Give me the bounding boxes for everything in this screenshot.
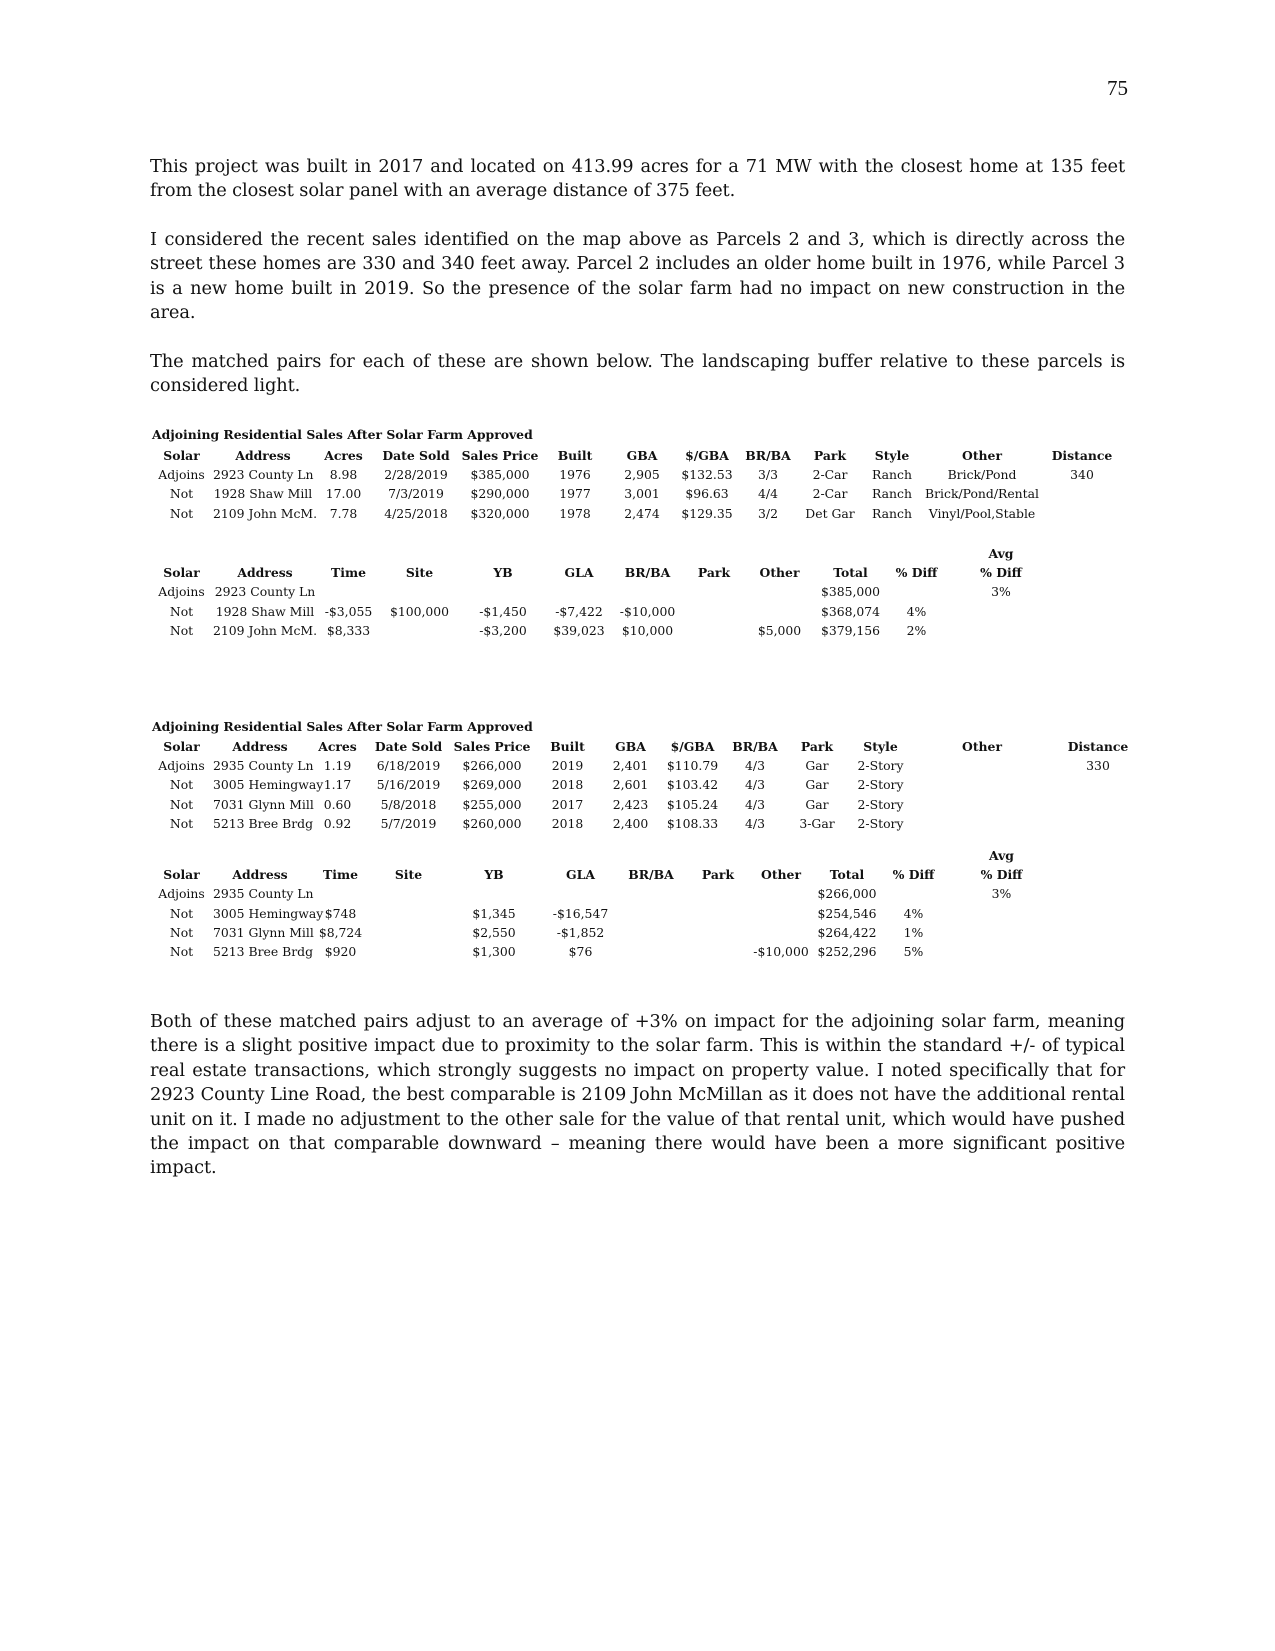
table-cell: 3005 Hemingway bbox=[213, 905, 324, 921]
table-cell: 3/2 bbox=[758, 505, 778, 521]
table-cell: -$16,547 bbox=[552, 905, 609, 921]
column-header: Address bbox=[237, 565, 293, 581]
table-cell: 1928 Shaw Mill bbox=[213, 486, 313, 502]
table-cell: Gar bbox=[805, 777, 829, 793]
table-cell: $8,333 bbox=[326, 622, 371, 638]
column-header: Other bbox=[962, 448, 1002, 463]
table-cell bbox=[616, 923, 686, 942]
table-cell: $2,550 bbox=[472, 924, 516, 940]
table-cell bbox=[616, 884, 686, 903]
table-cell: 6/18/2019 bbox=[376, 758, 441, 774]
table-cell-empty bbox=[684, 544, 744, 563]
table-cell bbox=[317, 582, 380, 601]
table-cell: $290,000 bbox=[470, 486, 530, 502]
table-cell: 1977 bbox=[559, 486, 591, 502]
table-cell: 2-Car bbox=[812, 467, 848, 483]
table-cell bbox=[374, 884, 443, 903]
table-cell bbox=[1051, 795, 1145, 814]
table-cell-empty bbox=[886, 544, 947, 563]
column-header: Total bbox=[829, 867, 865, 883]
table-cell: $748 bbox=[324, 905, 357, 921]
table-cell bbox=[443, 884, 545, 903]
table-cell bbox=[307, 884, 374, 903]
table-cell: 1976 bbox=[559, 467, 591, 483]
table-cell: 340 bbox=[1070, 467, 1094, 483]
column-header: Other bbox=[759, 565, 800, 581]
table-cell bbox=[686, 884, 750, 903]
table-row bbox=[150, 602, 1055, 621]
table-cell-empty bbox=[150, 846, 213, 865]
table-cell: $100,000 bbox=[389, 603, 450, 619]
table-cell: 2-Story bbox=[857, 815, 904, 831]
table-cell: 2018 bbox=[551, 777, 584, 793]
table-cell: 4/3 bbox=[745, 777, 765, 793]
column-header: GBA bbox=[626, 448, 658, 463]
paragraph-conclusion: Both of these matched pairs adjust to an average of +3% on impact for the adjoining solar farm, meaning there is a slight positive impact due to proximity to the solar farm. This is within the standard +/- of typical real estate transactions, which strongly suggests no impact on property value. I noted specifically that for 2923 County Line Road, the best comparable is 2109 John McMillan as it does not have the additional rental unit on it. I made no adjustment to the other sale for the value of that rental unit, which would have pushed the impact on that comparable downward – meaning there would have been a more significant positive impact. bbox=[150, 1011, 1125, 1179]
table-cell: 8.98 bbox=[329, 467, 358, 483]
table-cell: 2,423 bbox=[612, 796, 649, 812]
table-cell bbox=[913, 795, 1051, 814]
column-header: Other bbox=[962, 739, 1002, 754]
column-header: Style bbox=[863, 739, 898, 754]
table-cell: $260,000 bbox=[462, 815, 522, 831]
column-header: Address bbox=[232, 867, 288, 883]
table-cell: 4% bbox=[906, 603, 927, 619]
column-header: Built bbox=[550, 739, 585, 754]
table-cell bbox=[945, 923, 1058, 942]
table-cell-empty bbox=[459, 544, 547, 563]
column-header: Solar bbox=[163, 867, 200, 883]
table-cell bbox=[750, 904, 812, 923]
column-header: Solar bbox=[163, 739, 200, 754]
table-cell: $110.79 bbox=[666, 758, 719, 774]
table-cell bbox=[374, 904, 443, 923]
column-header: GLA bbox=[564, 565, 594, 581]
table-cell bbox=[380, 582, 459, 601]
table-cell: 3% bbox=[991, 886, 1012, 902]
table-cell: $266,000 bbox=[817, 886, 877, 902]
column-header: Solar bbox=[163, 448, 200, 463]
table-cell: Ranch bbox=[872, 486, 912, 502]
table-cell-empty bbox=[443, 846, 545, 865]
table-cell: $108.33 bbox=[666, 815, 719, 831]
table-row bbox=[150, 923, 1058, 942]
table-cell: 5/8/2018 bbox=[380, 796, 437, 812]
table-cell bbox=[750, 884, 812, 903]
table-cell: 2018 bbox=[551, 815, 584, 831]
table-cell: 1928 Shaw Mill bbox=[215, 603, 315, 619]
column-header: Sales Price bbox=[461, 448, 539, 463]
column-header: Acres bbox=[324, 448, 363, 463]
column-header: Park bbox=[697, 565, 731, 581]
table-cell: $385,000 bbox=[470, 467, 530, 483]
table-cell: Not bbox=[169, 777, 194, 793]
table-cell-empty bbox=[882, 846, 945, 865]
table-cell-empty bbox=[616, 846, 686, 865]
table-cell: $255,000 bbox=[462, 796, 522, 812]
table-cell: 1.19 bbox=[323, 758, 352, 774]
table-cell-empty bbox=[150, 544, 213, 563]
table-cell bbox=[374, 942, 443, 961]
column-header: Park bbox=[701, 867, 735, 883]
table-cell bbox=[374, 923, 443, 942]
table-row bbox=[150, 795, 1145, 814]
table-cell: 3/3 bbox=[758, 467, 778, 483]
table-cell-empty bbox=[611, 544, 684, 563]
table-cell: 2/28/2019 bbox=[384, 467, 448, 483]
table-cell: 2923 County Ln bbox=[213, 467, 314, 483]
column-header: GBA bbox=[615, 739, 646, 754]
table-row bbox=[150, 582, 1055, 601]
table-cell: $385,000 bbox=[820, 584, 881, 600]
table-row bbox=[150, 756, 1145, 775]
table-cell: Brick/Pond/Rental bbox=[925, 486, 1039, 502]
table-cell: 17.00 bbox=[325, 486, 362, 502]
table-cell: $10,000 bbox=[621, 622, 674, 638]
table-cell: Not bbox=[169, 815, 194, 831]
table-cell bbox=[686, 942, 750, 961]
table-row bbox=[150, 504, 1122, 523]
table-cell bbox=[947, 621, 1055, 640]
table-cell bbox=[945, 904, 1058, 923]
table-cell: 7/3/2019 bbox=[388, 486, 444, 502]
table-cell: $76 bbox=[568, 944, 593, 960]
table-cell: Not bbox=[169, 505, 194, 521]
adjustment-table-2 bbox=[150, 846, 1058, 961]
table-cell-empty bbox=[686, 846, 750, 865]
column-header: Site bbox=[405, 565, 434, 581]
table-cell: 4/25/2018 bbox=[384, 505, 448, 521]
table-cell bbox=[913, 814, 1051, 833]
table-cell: $1,300 bbox=[472, 944, 516, 960]
table-cell: Not bbox=[169, 905, 194, 921]
table-cell: 3-Gar bbox=[799, 815, 835, 831]
table-cell: Not bbox=[169, 796, 194, 812]
table-cell: 1% bbox=[903, 924, 924, 940]
table-cell: Brick/Pond bbox=[947, 467, 1017, 483]
column-header: YB bbox=[493, 565, 513, 581]
table-cell: 4/4 bbox=[758, 486, 778, 502]
table-row bbox=[150, 465, 1122, 484]
table-cell bbox=[1051, 814, 1145, 833]
table-cell bbox=[744, 602, 815, 621]
table-cell: 1.17 bbox=[323, 777, 352, 793]
column-header: Sales Price bbox=[453, 739, 531, 754]
table-cell: 2109 John McM. bbox=[213, 505, 318, 521]
table-cell: $266,000 bbox=[462, 758, 522, 774]
table-cell-empty bbox=[545, 846, 616, 865]
table-header-row bbox=[150, 446, 1122, 465]
table-cell: 2019 bbox=[551, 758, 584, 774]
table-cell: 2-Car bbox=[812, 486, 848, 502]
table-subheader-row bbox=[150, 544, 1055, 563]
table-cell bbox=[459, 582, 547, 601]
table-cell bbox=[684, 582, 744, 601]
adjustment-table-1 bbox=[150, 544, 1055, 640]
table-cell bbox=[913, 756, 1051, 775]
table-cell: 5% bbox=[903, 944, 924, 960]
table-cell: $320,000 bbox=[470, 505, 530, 521]
table-cell: $920 bbox=[324, 944, 357, 960]
column-header: Built bbox=[557, 448, 593, 463]
table-cell: 4/3 bbox=[745, 815, 765, 831]
table-header-row bbox=[150, 563, 1055, 582]
column-header: Distance bbox=[1051, 448, 1113, 463]
paragraph-project-summary: This project was built in 2017 and located on 413.99 acres for a 71 MW with the closest home at 135 feet from the closest solar panel with an average distance of 375 feet. bbox=[150, 156, 1125, 202]
table-cell: Adjoins bbox=[158, 584, 205, 600]
column-header: GLA bbox=[566, 867, 595, 883]
column-header: Time bbox=[331, 565, 366, 581]
table-cell: Not bbox=[169, 486, 194, 502]
table-cell: Adjoins bbox=[158, 886, 205, 902]
table-cell: 5/16/2019 bbox=[376, 777, 441, 793]
table-cell: 2,401 bbox=[612, 758, 649, 774]
table-header-row bbox=[150, 865, 1058, 884]
table-cell bbox=[380, 621, 459, 640]
table-cell: Ranch bbox=[872, 505, 912, 521]
column-header: % Diff bbox=[895, 565, 938, 581]
table-cell: $103.42 bbox=[666, 777, 719, 793]
table-cell-empty bbox=[213, 846, 307, 865]
table-cell-empty bbox=[307, 846, 374, 865]
table-cell: 7.78 bbox=[329, 505, 358, 521]
table-cell bbox=[945, 942, 1058, 961]
table-cell: 2,474 bbox=[624, 505, 660, 521]
column-header: Distance bbox=[1067, 739, 1129, 754]
table-cell bbox=[684, 602, 744, 621]
table-cell: $8,724 bbox=[318, 924, 363, 940]
table-cell: 2,905 bbox=[624, 467, 660, 483]
column-header: BR/BA bbox=[745, 448, 791, 463]
table-cell: -$3,200 bbox=[479, 622, 527, 638]
table-row bbox=[150, 942, 1058, 961]
table-cell: 5213 Bree Brdg bbox=[213, 815, 313, 831]
table-cell: $269,000 bbox=[462, 777, 522, 793]
table-cell: 0.60 bbox=[323, 796, 352, 812]
column-header: Total bbox=[833, 565, 868, 581]
table-cell: $96.63 bbox=[685, 486, 729, 502]
table-cell bbox=[616, 942, 686, 961]
table-cell: Not bbox=[169, 924, 194, 940]
table-row bbox=[150, 884, 1058, 903]
table-cell: 3% bbox=[991, 584, 1011, 600]
table-cell: 5213 Bree Brdg bbox=[213, 944, 313, 960]
table-cell: $254,546 bbox=[817, 905, 877, 921]
table-header-row bbox=[150, 737, 1145, 756]
table-row bbox=[150, 621, 1055, 640]
column-header: Park bbox=[813, 448, 847, 463]
table-subheader-row bbox=[150, 846, 1058, 865]
table-cell: $129.35 bbox=[681, 505, 733, 521]
table-cell: $5,000 bbox=[757, 622, 802, 638]
sales-table-2 bbox=[150, 737, 1145, 833]
table-cell-empty bbox=[213, 544, 317, 563]
table-cell: $264,422 bbox=[817, 924, 877, 940]
table-cell: 2-Story bbox=[857, 796, 904, 812]
table-cell bbox=[913, 775, 1051, 794]
table-cell: -$10,000 bbox=[753, 944, 809, 960]
table-cell: 4/3 bbox=[745, 758, 765, 774]
table-cell: 3005 Hemingway bbox=[213, 777, 324, 793]
column-header: BR/BA bbox=[624, 565, 671, 581]
column-header: BR/BA bbox=[732, 739, 778, 754]
table-cell bbox=[1051, 775, 1145, 794]
table-cell-empty bbox=[380, 544, 459, 563]
table-cell: 4% bbox=[903, 905, 924, 921]
table-cell: 330 bbox=[1086, 758, 1110, 774]
column-header: Time bbox=[323, 867, 358, 883]
table-cell: 0.92 bbox=[323, 815, 352, 831]
column-header: Style bbox=[874, 448, 910, 463]
table-cell: -$1,852 bbox=[556, 924, 605, 940]
table-cell: $379,156 bbox=[820, 622, 881, 638]
column-header: Park bbox=[800, 739, 834, 754]
table-cell: -$7,422 bbox=[555, 603, 603, 619]
table-cell: $105.24 bbox=[666, 796, 719, 812]
table-cell bbox=[545, 884, 616, 903]
table-cell bbox=[684, 621, 744, 640]
column-header: Site bbox=[394, 867, 423, 883]
table-cell-empty bbox=[812, 846, 882, 865]
column-header: % Diff bbox=[980, 867, 1023, 883]
table-cell: $252,296 bbox=[817, 944, 877, 960]
table1-title: Adjoining Residential Sales After Solar Farm Approved bbox=[152, 427, 533, 442]
table-cell bbox=[882, 884, 945, 903]
table-cell: 2109 John McM. bbox=[213, 622, 318, 638]
paragraph-matched-pairs-intro: The matched pairs for each of these are shown below. The landscaping buffer relative to these parcels is considered light. bbox=[150, 351, 1125, 397]
table-cell bbox=[547, 582, 611, 601]
table-cell bbox=[744, 582, 815, 601]
table-cell: 2017 bbox=[551, 796, 584, 812]
table-cell: 7031 Glynn Mill bbox=[213, 796, 314, 812]
column-header: Date Sold bbox=[374, 739, 443, 754]
table-cell-empty bbox=[750, 846, 812, 865]
column-header: YB bbox=[484, 867, 504, 883]
table-cell-empty bbox=[317, 544, 380, 563]
page-number: 75 bbox=[1107, 76, 1128, 100]
table-cell: 2923 County Ln bbox=[214, 584, 316, 600]
table-cell bbox=[1042, 504, 1122, 523]
table-cell: 2935 County Ln bbox=[213, 758, 314, 774]
table-cell bbox=[686, 904, 750, 923]
table-cell: Not bbox=[169, 603, 194, 619]
table-cell-empty bbox=[374, 846, 443, 865]
column-header: Address bbox=[232, 739, 288, 754]
table-cell: Vinyl/Pool,Stable bbox=[928, 505, 1036, 521]
table-cell bbox=[886, 582, 947, 601]
column-header: Other bbox=[761, 867, 801, 883]
table-cell-empty bbox=[744, 544, 815, 563]
table-cell bbox=[611, 582, 684, 601]
paragraph-recent-sales: I considered the recent sales identified on the map above as Parcels 2 and 3, which is directly across the street these homes are 330 and 340 feet away. Parcel 2 includes an older home built in 1976, while Parcel 3 is a new home built in 2019. So the presence of the solar farm had no impact on new construction in the area. bbox=[150, 229, 1125, 324]
column-header: $/GBA bbox=[685, 448, 729, 463]
avg-subheader: Avg bbox=[989, 848, 1014, 863]
table-cell: 7031 Glynn Mill bbox=[213, 924, 314, 940]
table-cell: $1,345 bbox=[472, 905, 516, 921]
table-cell: 2,400 bbox=[612, 815, 649, 831]
table-row bbox=[150, 904, 1058, 923]
table-cell: 2% bbox=[906, 622, 927, 638]
table-cell: -$10,000 bbox=[619, 603, 676, 619]
table3-title: Adjoining Residential Sales After Solar Farm Approved bbox=[152, 719, 533, 734]
table-row bbox=[150, 814, 1145, 833]
column-header: % Diff bbox=[980, 565, 1022, 581]
sales-table-1 bbox=[150, 446, 1122, 523]
table-cell-empty bbox=[547, 544, 611, 563]
table-cell bbox=[750, 923, 812, 942]
column-header: Address bbox=[235, 448, 291, 463]
table-row bbox=[150, 484, 1122, 503]
table-cell bbox=[686, 923, 750, 942]
table-cell bbox=[1042, 484, 1122, 503]
column-header: $/GBA bbox=[670, 739, 715, 754]
column-header: % Diff bbox=[892, 867, 935, 883]
table-cell: Not bbox=[169, 622, 194, 638]
table-cell: -$1,450 bbox=[479, 603, 527, 619]
column-header: Date Sold bbox=[382, 448, 450, 463]
table-cell: 3,001 bbox=[624, 486, 660, 502]
table-cell: $368,074 bbox=[820, 603, 881, 619]
column-header: Solar bbox=[163, 565, 200, 581]
column-header: Acres bbox=[318, 739, 357, 754]
table-row bbox=[150, 775, 1145, 794]
table-cell bbox=[616, 904, 686, 923]
table-cell: Adjoins bbox=[158, 758, 205, 774]
table-cell: Det Gar bbox=[805, 505, 855, 521]
table-cell: 1978 bbox=[559, 505, 591, 521]
table-cell: Ranch bbox=[872, 467, 912, 483]
table-cell: Gar bbox=[805, 796, 829, 812]
table-cell: Gar bbox=[805, 758, 829, 774]
table-cell: $132.53 bbox=[681, 467, 733, 483]
table-cell: 4/3 bbox=[745, 796, 765, 812]
table-cell: Not bbox=[169, 944, 194, 960]
table-cell: 2-Story bbox=[857, 777, 904, 793]
table-cell: 5/7/2019 bbox=[380, 815, 437, 831]
table-cell: 2,601 bbox=[612, 777, 649, 793]
table-cell: 2-Story bbox=[857, 758, 904, 774]
table-cell bbox=[947, 602, 1055, 621]
table-cell: -$3,055 bbox=[324, 603, 373, 619]
table-cell: Adjoins bbox=[158, 467, 205, 483]
table-cell-empty bbox=[815, 544, 886, 563]
table-cell: $39,023 bbox=[553, 622, 605, 638]
column-header: BR/BA bbox=[628, 867, 674, 883]
avg-subheader: Avg bbox=[988, 546, 1014, 561]
table-cell: 2935 County Ln bbox=[213, 886, 314, 902]
